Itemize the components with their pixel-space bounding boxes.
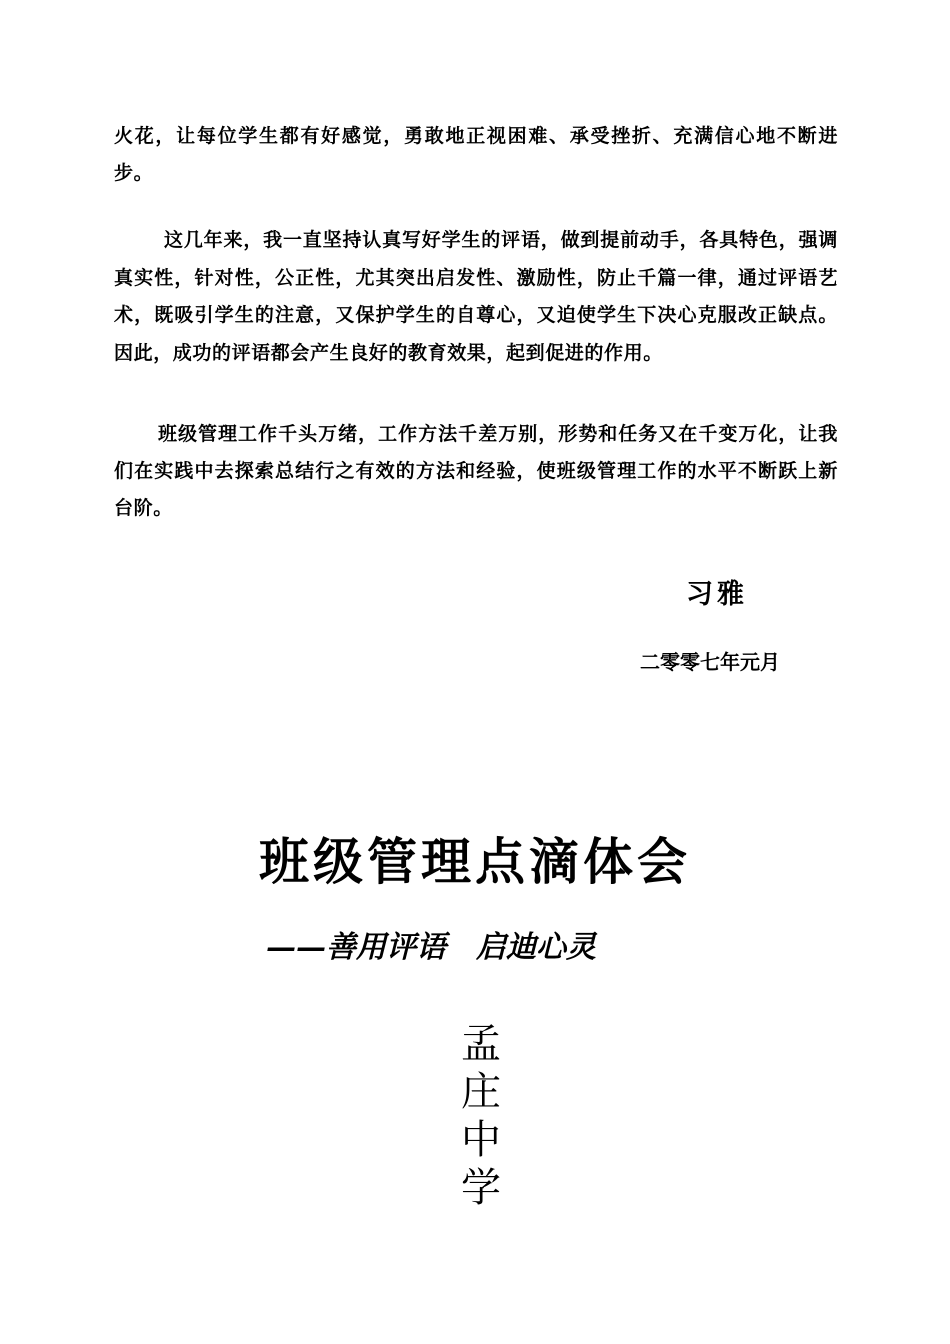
school-char: 孟 [461, 1021, 501, 1067]
school-char: 庄 [461, 1069, 501, 1115]
paragraph-conclusion: 班级管理工作千头万绪，工作方法千差万别，形势和任务又在千变万化，让我们在实践中去探索总结行之有效的方法和经验，使班级管理工作的水平不断跃上新台阶。 [114, 423, 838, 519]
section-subtitle: ——善用评语 启迪心灵 [266, 930, 596, 965]
school-char: 学 [461, 1165, 501, 1211]
section-title: 班级管理点滴体会 [259, 832, 691, 891]
signature-date: 二零零七年元月 [640, 650, 780, 674]
paragraph-comments: 这几年来，我一直坚持认真写好学生的评语，做到提前动手，各具特色，强调真实性，针对性，公正性，尤其突出启发性、激励性，防止千篇一律，通过评语艺术，既吸引学生的注意，又保护学生的自尊心，又迫使学生下决心克服改正缺点。因此，成功的评语都会产生良好的教育效果，起到促进的作用。 [114, 229, 838, 364]
paragraph-continuation: 火花，让每位学生都有好感觉，勇敢地正视困难、承受挫折、充满信心地不断进步。 [114, 125, 838, 184]
school-name-vertical [456, 1020, 506, 1212]
school-char: 中 [461, 1117, 501, 1163]
author-signature: 习雅 [686, 579, 748, 610]
